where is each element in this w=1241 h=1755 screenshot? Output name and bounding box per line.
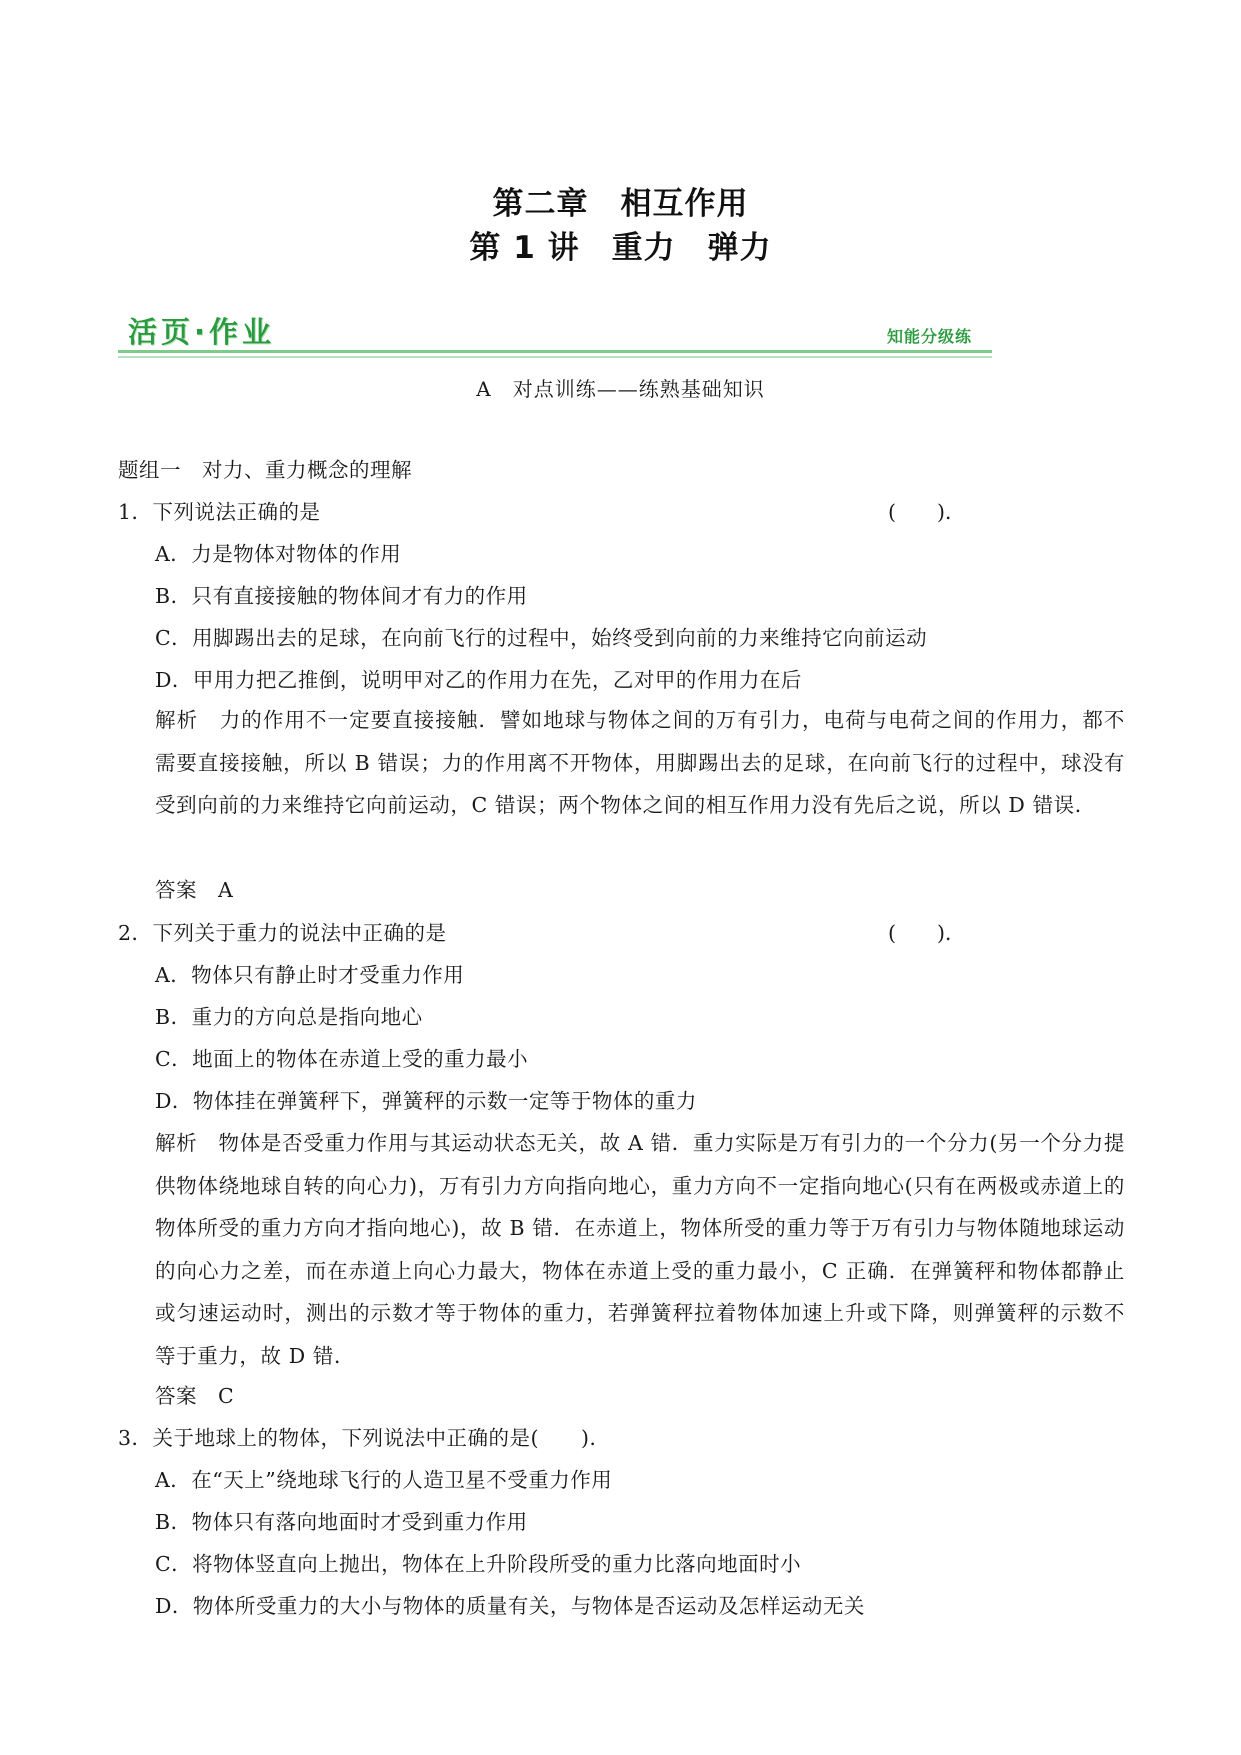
question-2-option-a: A．物体只有静止时才受重力作用	[155, 963, 465, 987]
question-2-option-c: C．地面上的物体在赤道上受的重力最小	[155, 1047, 529, 1071]
banner-divider-light	[118, 356, 992, 358]
question-1-answer: 答案 A	[155, 878, 234, 902]
question-1-answer-blank: ( )．	[888, 500, 966, 524]
group-title: 题组一 对力、重力概念的理解	[118, 458, 412, 482]
question-2-stem: 2．下列关于重力的说法中正确的是	[118, 921, 447, 945]
question-1-option-a: A．力是物体对物体的作用	[155, 542, 402, 566]
banner-divider	[118, 350, 992, 353]
question-2-analysis: 解析 物体是否受重力作用与其运动状态无关，故 A 错．重力实际是万有引力的一个分力(另一个分力提供物体绕地球自转的向心力)，万有引力方向指向地心，重力方向不一定指向地心(只有在两极或赤道上的物体所受的重力方向才指向地心)，故 B 错．在赤道上，物体所受的重力等于万有引力与物体随地球运动的向心力之差，而在赤道上向心力最大，物体在赤道上受的重力最小，C 正确．在弹簧秤和物体都静止或匀速运动时，测出的示数才等于物体的重力，若弹簧秤拉着物体加速上升或下降，则弹簧秤的示数不等于重力，故 D 错．	[155, 1131, 1125, 1368]
question-2-answer: 答案 C	[155, 1384, 235, 1408]
question-1-option-d: D．甲用力把乙推倒，说明甲对乙的作用力在先，乙对甲的作用力在后	[155, 668, 802, 692]
section-title: A 对点训练——练熟基础知识	[476, 377, 765, 401]
lecture-title: 第 1 讲 重力 弹力	[469, 230, 772, 266]
question-3-option-d: D．物体所受重力的大小与物体的质量有关，与物体是否运动及怎样运动无关	[155, 1594, 865, 1618]
question-3-option-b: B．物体只有落向地面时才受到重力作用	[155, 1510, 528, 1534]
question-1-stem: 1．下列说法正确的是	[118, 500, 321, 524]
question-3-option-c: C．将物体竖直向上抛出，物体在上升阶段所受的重力比落向地面时小	[155, 1552, 802, 1576]
question-2-option-b: B．重力的方向总是指向地心	[155, 1005, 423, 1029]
question-3-option-a: A．在“天上”绕地球飞行的人造卫星不受重力作用	[155, 1468, 613, 1492]
banner-label: 活页·作业	[128, 315, 276, 349]
question-2-option-d: D．物体挂在弹簧秤下，弹簧秤的示数一定等于物体的重力	[155, 1089, 697, 1113]
question-2-answer-blank: ( )．	[888, 921, 966, 945]
question-1-analysis: 解析 力的作用不一定要直接接触．譬如地球与物体之间的万有引力，电荷与电荷之间的作用力，都不需要直接接触，所以 B 错误；力的作用离不开物体，用脚踢出去的足球，在向前飞行的过程中，球没有受到向前的力来维持它向前运动，C 错误；两个物体之间的相互作用力没有先后之说，所以 D 错误．	[155, 708, 1125, 817]
question-1-option-c: C．用脚踢出去的足球，在向前飞行的过程中，始终受到向前的力来维持它向前运动	[155, 626, 928, 650]
section-banner	[118, 310, 992, 360]
question-3-stem: 3．关于地球上的物体，下列说法中正确的是( )．	[118, 1426, 611, 1450]
banner-right-label: 知能分级练	[886, 327, 972, 346]
question-1-option-b: B．只有直接接触的物体间才有力的作用	[155, 584, 528, 608]
chapter-title: 第二章 相互作用	[492, 186, 749, 222]
